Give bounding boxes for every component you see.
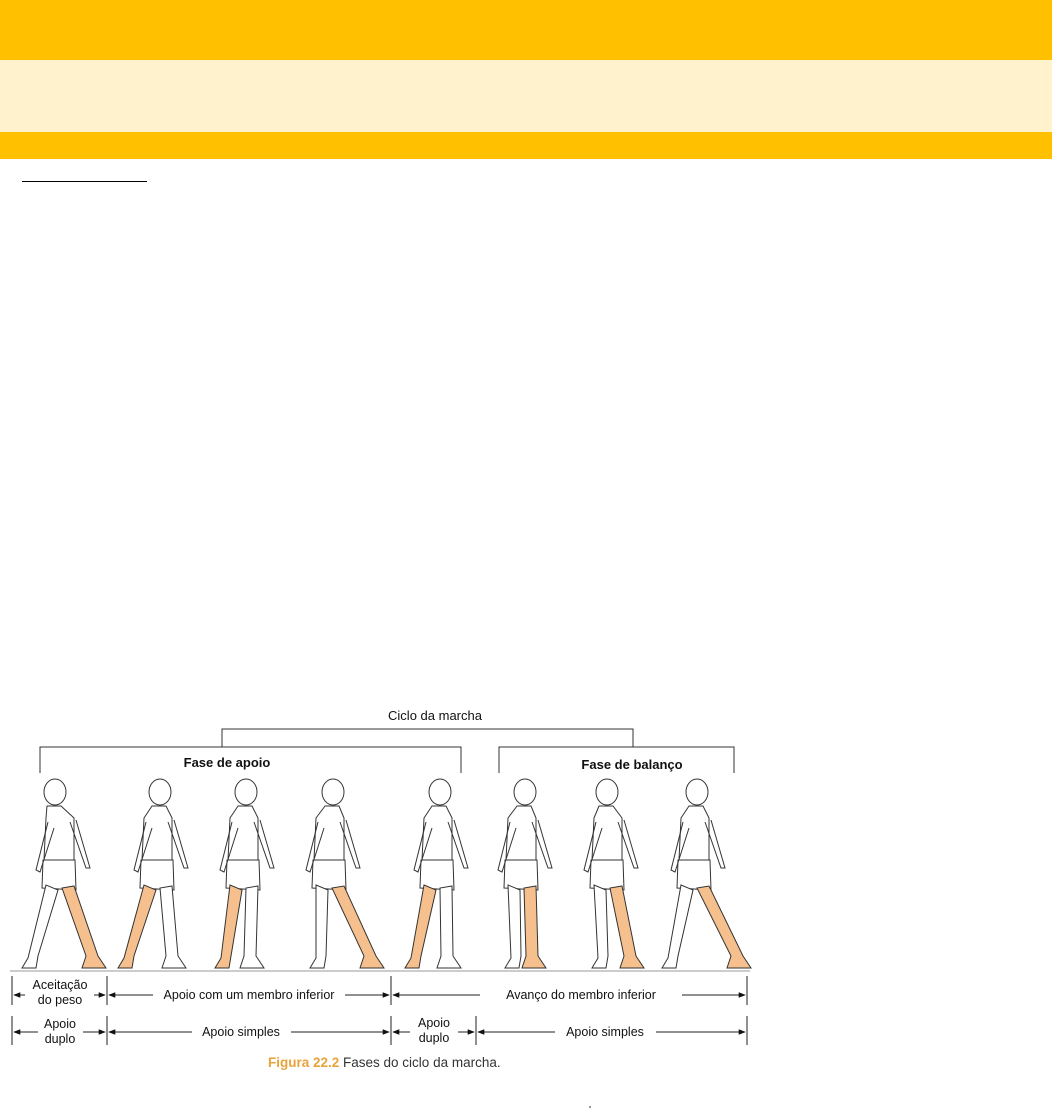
header-band-top xyxy=(0,0,1052,60)
walking-figures xyxy=(22,779,751,968)
walking-figure xyxy=(498,779,552,968)
gait-cycle-figure xyxy=(0,700,760,1055)
stance-phase-label: Fase de apoio xyxy=(183,755,271,770)
weight-acceptance-label-line1: Aceitação xyxy=(32,978,88,992)
walking-figure xyxy=(306,779,384,968)
swing-phase-label: Fase de balanço xyxy=(581,757,683,772)
cycle-title: Ciclo da marcha xyxy=(388,708,482,723)
figure-caption-text: Fases do ciclo da marcha. xyxy=(339,1055,501,1070)
weight-acceptance-label-line2: do peso xyxy=(37,993,83,1007)
header-band-bottom xyxy=(0,132,1052,159)
double-support-1-line2: duplo xyxy=(44,1032,76,1046)
figure-caption-label: Figura 22.2 xyxy=(268,1055,340,1070)
cycle-bracket xyxy=(222,729,633,747)
walking-figure xyxy=(662,779,751,968)
limb-advancement-label: Avanço do membro inferior xyxy=(506,988,656,1002)
single-support-2-label: Apoio simples xyxy=(566,1025,644,1039)
walking-figure xyxy=(584,779,644,968)
walking-figure xyxy=(215,779,274,968)
underline-rule xyxy=(22,181,147,182)
speck xyxy=(589,1106,591,1108)
single-support-1-label: Apoio simples xyxy=(202,1025,280,1039)
double-support-1-line1: Apoio xyxy=(44,1017,76,1031)
walking-figure xyxy=(405,779,468,968)
walking-figure xyxy=(22,779,106,968)
header-band-middle xyxy=(0,60,1052,132)
walking-figure xyxy=(118,779,188,968)
figure-caption xyxy=(268,1055,501,1070)
double-support-2-line1: Apoio xyxy=(418,1016,450,1030)
double-support-2-line2: duplo xyxy=(418,1031,450,1045)
single-limb-support-label: Apoio com um membro inferior xyxy=(163,988,335,1002)
